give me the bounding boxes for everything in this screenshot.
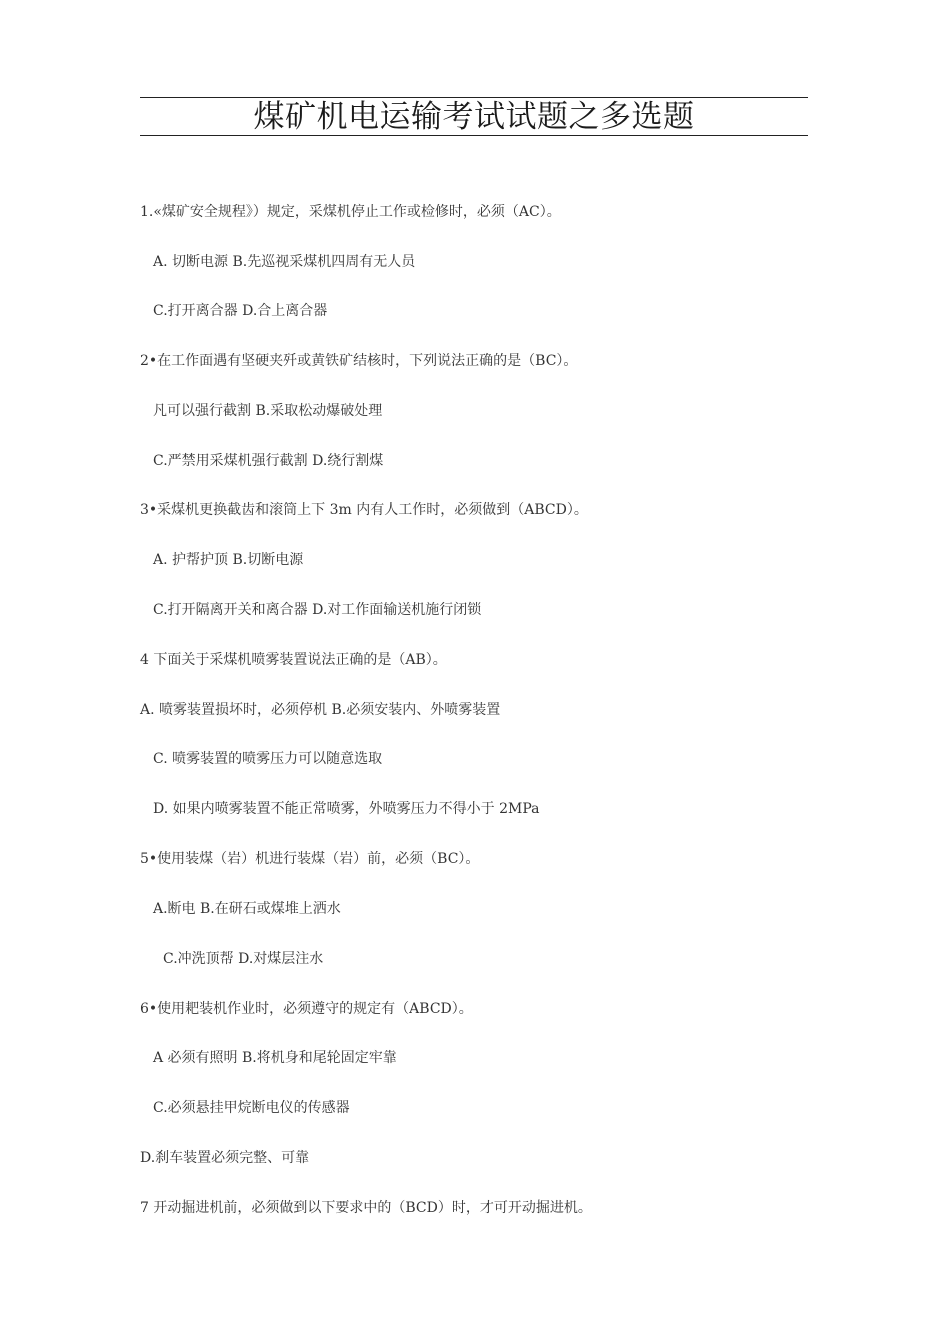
bottom-rule — [140, 135, 808, 136]
question-4-options-ab: A. 喷雾装置损坏时，必须停机 B.必须安装内、外喷雾装置 — [140, 702, 501, 718]
question-1-options-cd: C.打开离合器 D.合上离合器 — [153, 303, 328, 319]
question-2-options-cd: C.严禁用采煤机强行截割 D.绕行割煤 — [153, 453, 384, 469]
question-3: 3•采煤机更换截齿和滚筒上下 3m 内有人工作时，必须做到（ABCD）。 — [140, 502, 588, 518]
question-3-options-ab: A. 护帮护顶 B.切断电源 — [153, 552, 304, 568]
question-2-options-ab: 凡可以强行截割 B.采取松动爆破处理 — [153, 403, 383, 419]
question-5-options-ab: A.断电 B.在研石或煤堆上洒水 — [153, 901, 341, 917]
question-6-options-ab: A 必须有照明 B.将机身和尾轮固定牢靠 — [153, 1050, 397, 1066]
question-1: 1.«煤矿安全规程》）规定，采煤机停止工作或检修时，必须（AC）。 — [140, 204, 561, 220]
question-4-option-d: D. 如果内喷雾装置不能正常喷雾，外喷雾压力不得小于 2MPa — [153, 801, 540, 817]
question-2: 2•在工作面遇有坚硬夹歼或黄铁矿结核时，下列说法正确的是（BC）。 — [140, 353, 578, 369]
question-5: 5•使用装煤（岩）机进行装煤（岩）前，必须（BC）。 — [140, 851, 480, 867]
question-4: 4 下面关于采煤机喷雾装置说法正确的是（AB）。 — [140, 652, 447, 668]
question-6-option-d: D.刹车装置必须完整、可靠 — [140, 1150, 310, 1166]
question-1-options-ab: A. 切断电源 B.先巡视采煤机四周有无人员 — [153, 254, 416, 270]
question-7: 7 开动掘进机前，必须做到以下要求中的（BCD）时，才可开动掘进机。 — [140, 1200, 592, 1216]
question-5-options-cd: C.冲洗顶帮 D.对煤层注水 — [163, 951, 324, 967]
question-6-option-c: C.必须悬挂甲烷断电仪的传感器 — [153, 1100, 350, 1116]
document-title: 煤矿机电运输考试试题之多选题 — [253, 99, 695, 135]
top-rule — [140, 97, 808, 98]
question-4-option-c: C. 喷雾装置的喷雾压力可以随意选取 — [153, 751, 383, 767]
question-6: 6•使用耙装机作业时，必须遵守的规定有（ABCD）。 — [140, 1001, 473, 1017]
question-3-options-cd: C.打开隔离开关和离合器 D.对工作面输送机施行闭锁 — [153, 602, 482, 618]
